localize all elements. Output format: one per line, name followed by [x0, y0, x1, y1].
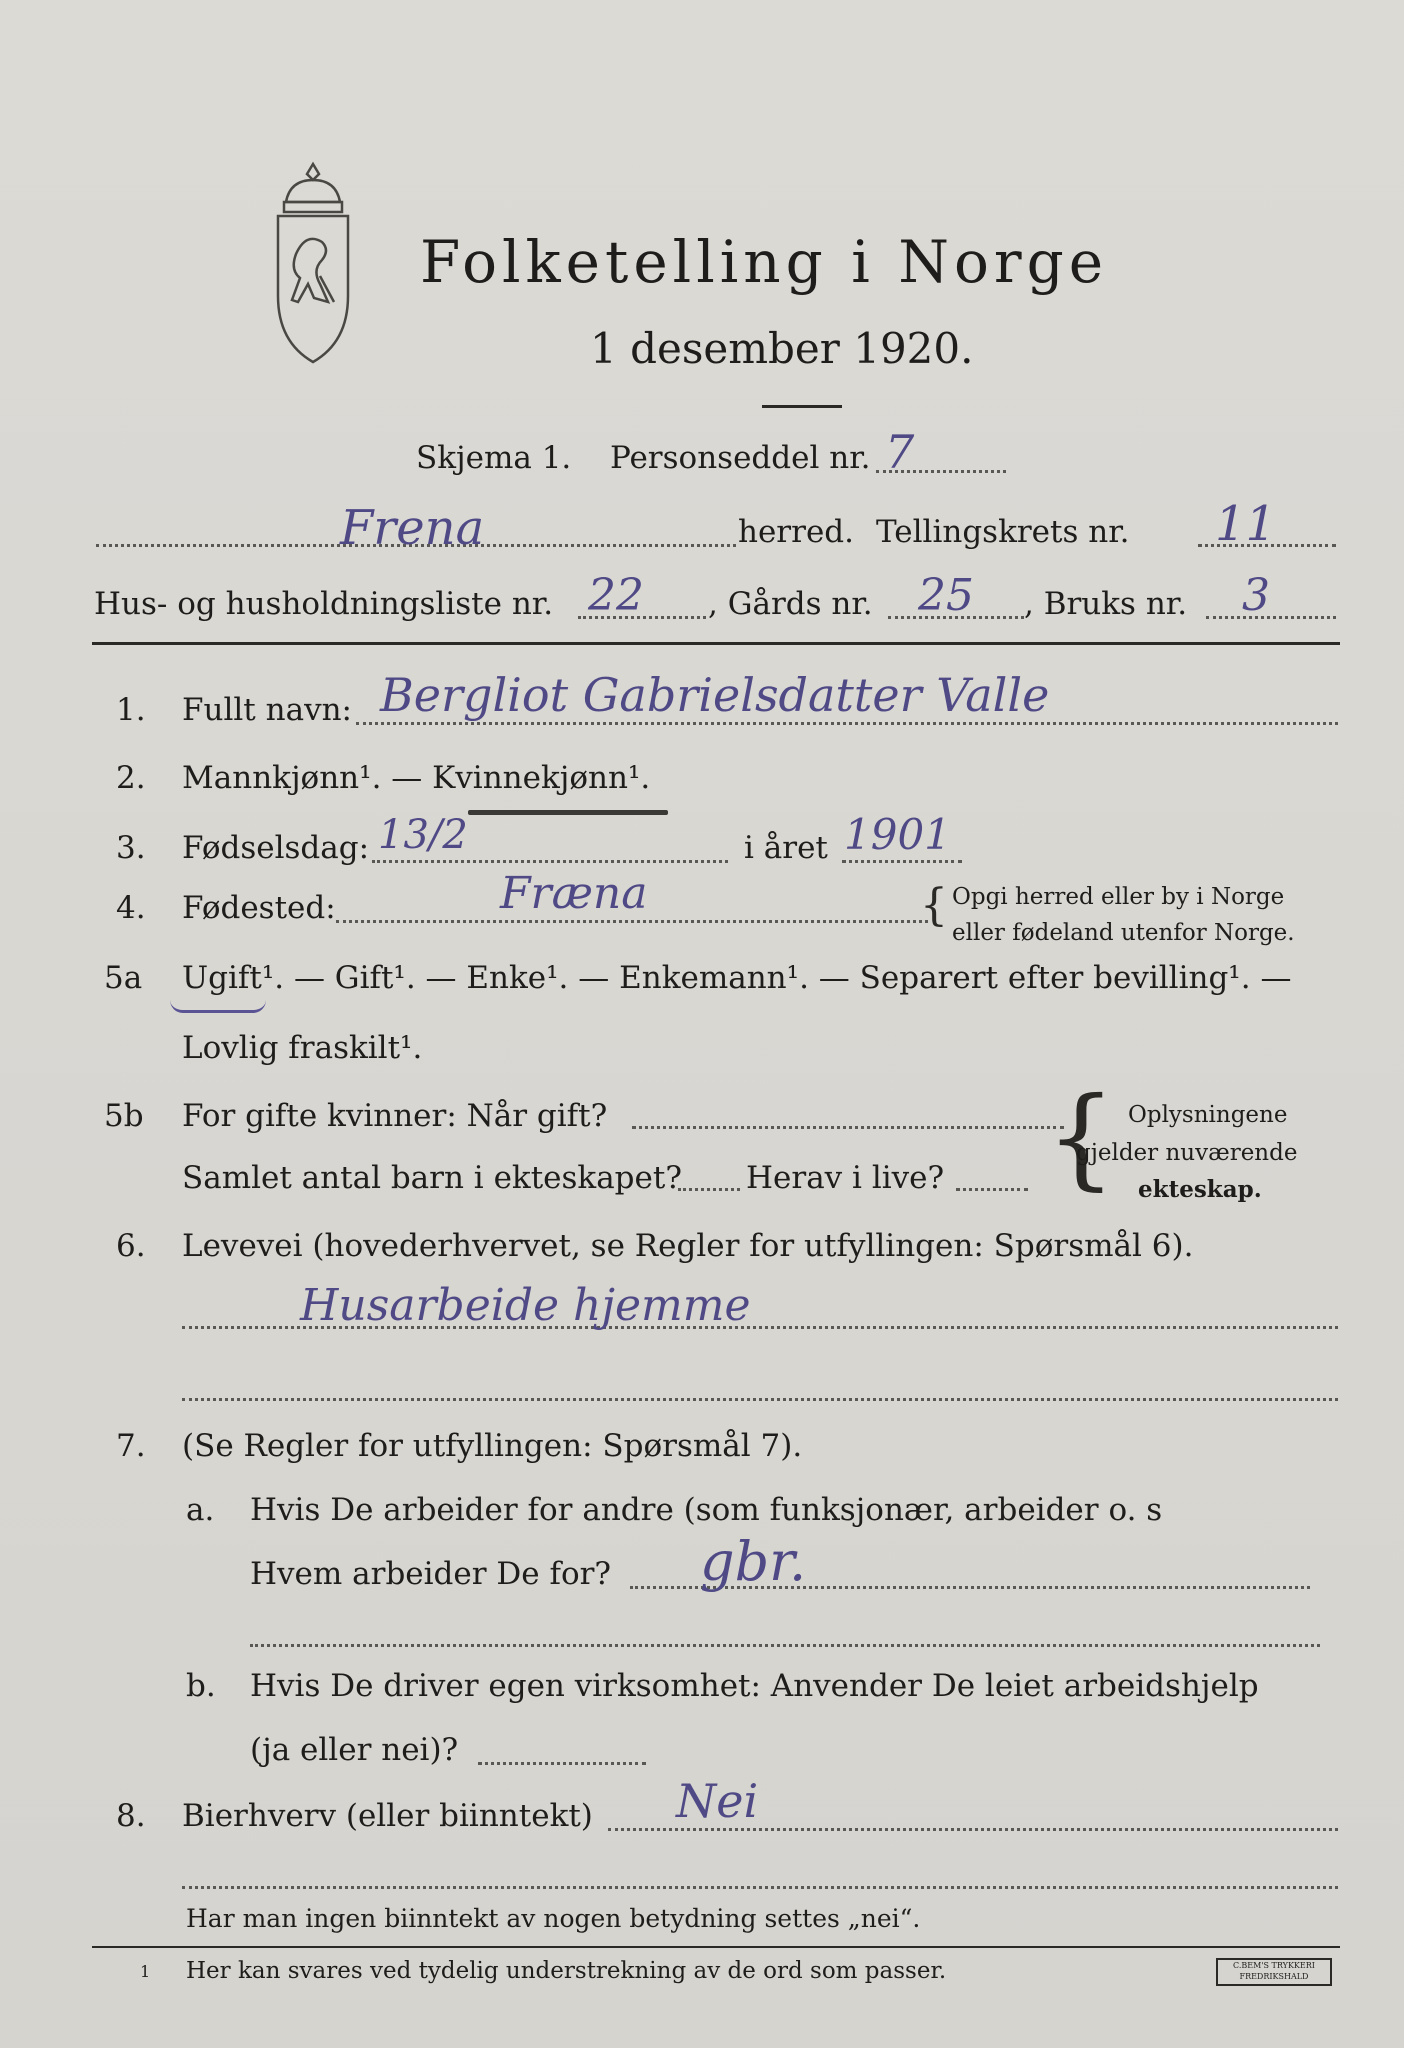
- hus-label: Hus- og husholdningsliste nr.: [94, 586, 554, 622]
- q5b-note-line1: Oplysningene: [1128, 1102, 1288, 1128]
- herred-label: herred.: [738, 514, 854, 550]
- tellingskrets-label: Tellingskrets nr.: [876, 514, 1130, 550]
- footer-note: Har man ingen biinntekt av nogen betydning settes „nei“.: [186, 1904, 921, 1933]
- q4-note-line2: eller fødeland utenfor Norge.: [952, 920, 1295, 946]
- q7a-extra-line: [250, 1644, 1320, 1647]
- q5a-line2: Lovlig fraskilt¹.: [182, 1030, 423, 1066]
- occupation-value: Husarbeide hjemme: [300, 1280, 751, 1331]
- q7b-line: [478, 1762, 646, 1765]
- q8-label: Bierhverv (eller biinntekt): [182, 1798, 593, 1834]
- title-divider: [762, 405, 842, 408]
- footnote-mark: 1: [140, 1962, 151, 1981]
- q1-line: [356, 722, 1338, 725]
- footer-separator: [92, 1946, 1340, 1948]
- footnote-text: Her kan svares ved tydelig understrekning av de ord som passer.: [186, 1958, 947, 1984]
- hus-value: 22: [588, 570, 644, 621]
- bruks-value: 3: [1242, 570, 1270, 621]
- q6-number: 6.: [116, 1228, 146, 1264]
- q5b-brace: {: [1046, 1073, 1116, 1201]
- q5b-married-line: [632, 1126, 1064, 1129]
- q7-number: 7.: [116, 1428, 146, 1464]
- q1-label: Fullt navn:: [182, 692, 352, 728]
- q5b-children-line: [678, 1188, 740, 1191]
- personseddel-value: 7: [885, 425, 915, 479]
- printer-line2: FREDRIKSHALD: [1239, 1972, 1309, 1981]
- q7b-line1: Hvis De driver egen virksomhet: Anvender De leiet arbeidshjelp: [250, 1668, 1259, 1704]
- tellingskrets-value: 11: [1215, 496, 1277, 552]
- coat-of-arms-icon: [266, 158, 360, 370]
- q3-number: 3.: [116, 830, 146, 866]
- q3-label: Fødselsdag:: [182, 830, 370, 866]
- full-name-value: Bergliot Gabrielsdatter Valle: [380, 668, 1050, 722]
- q3-year-line: [842, 860, 962, 863]
- ugift-underline: [170, 1000, 266, 1013]
- bruks-line: [1206, 616, 1336, 619]
- q5b-children-label: Samlet antal barn i ekteskapet?: [182, 1160, 682, 1196]
- q8-line: [608, 1828, 1338, 1831]
- q5b-number: 5b: [104, 1098, 144, 1134]
- q4-note-line1: Opgi herred eller by i Norge: [952, 884, 1285, 910]
- gards-value: 25: [918, 570, 974, 621]
- birth-year-value: 1901: [844, 810, 951, 859]
- q2-label: Mannkjønn¹. — Kvinnekjønn¹.: [182, 760, 651, 796]
- kvinnekjonn-underline: [468, 810, 668, 815]
- form-title: Folketelling i Norge: [420, 228, 1109, 296]
- q3-year-label: i året: [744, 830, 828, 866]
- q5b-note-line3: ekteskap.: [1138, 1176, 1262, 1203]
- q7b-line2: (ja eller nei)?: [250, 1732, 459, 1768]
- q5b-alive-line: [956, 1188, 1028, 1191]
- q4-brace: {: [920, 880, 948, 931]
- q5b-alive-label: Herav i live?: [746, 1160, 945, 1196]
- birthdate-value: 13/2: [378, 812, 468, 858]
- side-income-value: Nei: [676, 1774, 759, 1828]
- q2-number: 2.: [116, 760, 146, 796]
- header-separator: [92, 642, 1340, 645]
- q7a-line2: Hvem arbeider De for?: [250, 1556, 612, 1592]
- q7a-line1: Hvis De arbeider for andre (som funksjonær, arbeider o. s: [250, 1492, 1163, 1528]
- q8-line2: [182, 1886, 1338, 1889]
- q1-number: 1.: [116, 692, 146, 728]
- q4-label: Fødested:: [182, 890, 336, 926]
- q6-label: Levevei (hovederhvervet, se Regler for utfyllingen: Spørsmål 6).: [182, 1228, 1194, 1264]
- q5b-line1: For gifte kvinner: Når gift?: [182, 1098, 608, 1134]
- q4-number: 4.: [116, 890, 146, 926]
- q4-line: [336, 920, 928, 923]
- employer-value: gbr.: [700, 1530, 807, 1593]
- schema-label: Skjema 1.: [416, 440, 572, 476]
- census-date: 1 desember 1920.: [590, 324, 974, 373]
- q5a-number: 5a: [104, 960, 143, 996]
- q8-number: 8.: [116, 1798, 146, 1834]
- q5a-line1: Ugift¹. — Gift¹. — Enke¹. — Enkemann¹. — Separert efter bevilling¹. —: [182, 960, 1292, 996]
- gards-label: , Gårds nr.: [708, 586, 873, 622]
- q5b-note-line2: gjelder nuværende: [1076, 1140, 1298, 1166]
- bruks-label: , Bruks nr.: [1024, 586, 1188, 622]
- printer-mark: [1216, 1958, 1332, 1986]
- q7b-letter: b.: [186, 1668, 216, 1704]
- birthplace-value: Fræna: [500, 868, 648, 919]
- personseddel-label: Personseddel nr.: [610, 440, 871, 476]
- q6-line2: [182, 1398, 1338, 1401]
- herred-value: Frena: [340, 500, 485, 556]
- printer-line1: C.BEM'S TRYKKERI: [1233, 1961, 1315, 1970]
- q3-birthdate-line: [372, 860, 728, 863]
- q7a-letter: a.: [186, 1492, 215, 1528]
- q7-label: (Se Regler for utfyllingen: Spørsmål 7).: [182, 1428, 803, 1464]
